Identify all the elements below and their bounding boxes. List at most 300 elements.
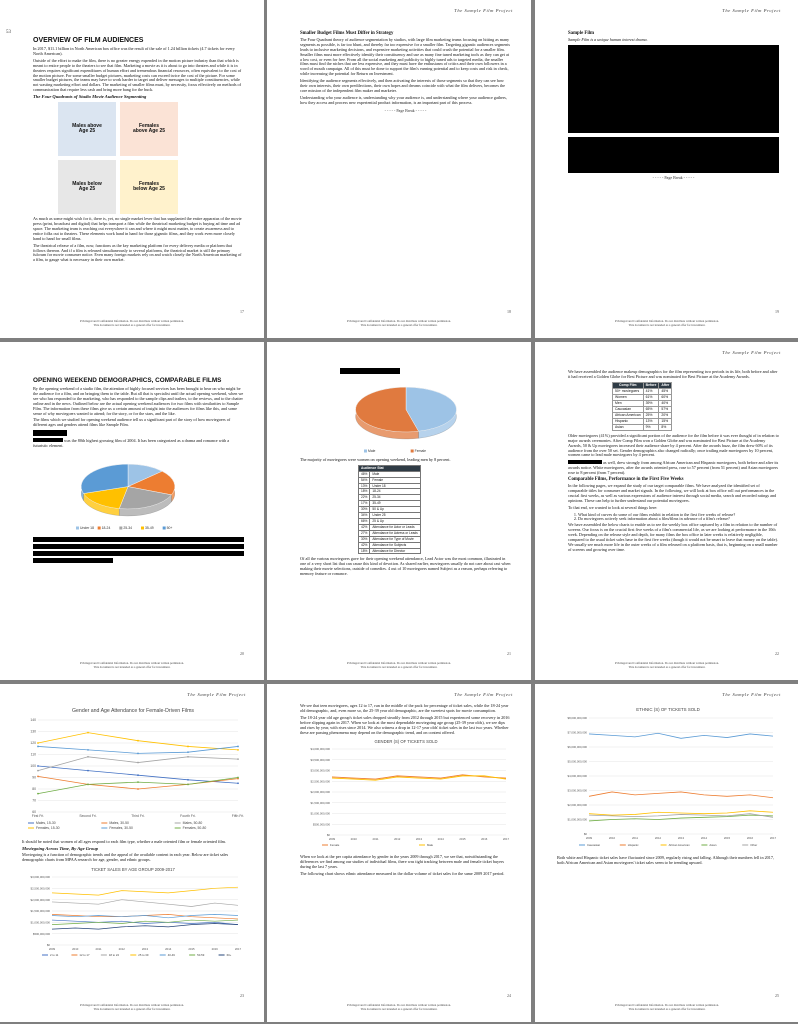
x-tick-label: Fourth Fri. [180, 814, 196, 818]
page-break: - - - - - Page Break - - - - - [652, 174, 695, 180]
x-tick-label: 2010 [72, 946, 79, 951]
quadrant-label: Males below Age 25 [72, 181, 102, 193]
table-cell: 25% [643, 412, 659, 418]
paragraph: Older moviegoers (41%) provided a significant portion of the audience for the film before it was ever thought of in relation to major awards ceremonies. After Comp Film won a Golden Globe and was nominated for Best Picture at the Academy Awards, 50 & Up moviegoers increased their audience share by 4 percent. After the awards buzz, the film drew 60% of its audience from the over 50 set. Gender demographics also changed radically; once trailing male moviegoers by 10 percent, women came to lead male moviegoers by 4 percent. [568, 432, 779, 458]
legend-label: 18-24 [101, 526, 111, 531]
footer-line: Privileged and Confidential Information. Do not distribute without written permission. [80, 661, 184, 666]
table-cell: 41% [643, 388, 659, 394]
table-cell: 22% [359, 495, 370, 501]
data-point [237, 758, 239, 760]
y-tick-label: $8,000,000,000 [567, 716, 587, 721]
legend-swatch [76, 527, 79, 530]
table-cell: 40% [659, 400, 672, 406]
data-point [137, 788, 139, 790]
y-tick-label: 100 [30, 764, 36, 769]
x-tick-label: 2015 [459, 837, 466, 842]
legend-swatch [141, 527, 144, 530]
y-tick-label: $2,000,000,000 [30, 897, 50, 902]
x-tick-label: Fifth Fri. [231, 814, 244, 818]
page-3-body [568, 30, 779, 184]
gender-pie-chart [336, 376, 476, 456]
data-point [137, 774, 139, 776]
heading-comparable-films: Comparable Films, Performance in the First Five Weeks [568, 477, 684, 483]
data-point [187, 751, 189, 753]
ethnic-tickets-line-chart [557, 704, 779, 854]
page-number: 20 [240, 651, 244, 656]
table-cell: African American [613, 412, 644, 418]
table-cell: 42% [359, 524, 370, 530]
chart-title: GENDER (S) OF TICKETS SOLD [374, 739, 438, 745]
paragraph: It should be noted that women of all ages respond to each film type, whether a male oriented film or female oriented film. [22, 838, 226, 844]
table-cell: Attendance for Actress or Leads [370, 530, 420, 536]
paragraph: Of all the various moviegoers gave for their opening weekend attendance, Lead Actor was the most common, illustrated in one of a very short list that can cause this kind of devotion. As shared earlier, moviegoers usually do not care about cast when making their movie selections, outside of comedies. 4 out of 10 moviegoers named Subject as a reason, perhaps referring to memory feature or romance. [300, 556, 511, 577]
data-point [87, 756, 89, 758]
redacted-block [33, 544, 244, 549]
page-8-body [300, 704, 511, 879]
page-footer [0, 662, 264, 670]
paragraph [568, 460, 779, 476]
document-page-3 [535, 0, 798, 338]
paragraph-text: was the 80th highest grossing film of 2004. It has been categorized as a drama and romance with a futuristic element. [33, 438, 230, 449]
page-footer [267, 1004, 531, 1012]
document-page-7 [0, 684, 264, 1022]
y-tick-label: 60 [32, 810, 36, 815]
section-title-overview: OVERVIEW OF FILM AUDIENCES [33, 37, 144, 44]
data-point [187, 746, 189, 748]
running-header: The Sample Film Project [722, 8, 781, 13]
table-cell: Attendance for Type of Movie [370, 536, 420, 542]
chart-title: TICKET SALES BY AGE GROUP 2009-2017 [91, 866, 175, 872]
data-point [187, 756, 189, 758]
table-cell: 18% [359, 489, 370, 495]
document-page-2 [267, 0, 531, 338]
legend-label: 25-34 [123, 526, 133, 531]
table-cell: 61% [643, 394, 659, 400]
paragraph-text: as well, drew strongly from among African American and Hispanic moviegoers, both before and after its awards notice. White moviegoers, after the awards oriented press, rose to 57 percent (from 51 percent) and Asian moviegoers rose to 8 percent (from 7 percent). [568, 460, 779, 476]
legend-label: Males, 30-50 [109, 821, 129, 825]
page-footer [0, 1004, 264, 1012]
y-tick-label: $2,500,000,000 [30, 886, 50, 891]
legend-swatch [98, 527, 101, 530]
page-number: 17 [240, 309, 244, 314]
x-tick-label: 2012 [118, 946, 125, 951]
x-tick-label: 2017 [769, 836, 777, 840]
page-number: 24 [507, 993, 511, 998]
legend-swatch [364, 450, 367, 453]
data-point [237, 746, 239, 748]
footer-line: Privileged and Confidential Information. Do not distribute without written permission. [347, 1003, 451, 1008]
heading-smaller-budget: Smaller Budget Films Must Differ in Strategy [300, 31, 394, 36]
table-cell: 25 & Up [370, 518, 420, 524]
quadrant-label: Males above Age 25 [72, 123, 102, 135]
x-tick-label: 2009 [585, 836, 593, 840]
legend-label: 12 to 17 [79, 952, 90, 957]
table-header-cell: After [659, 382, 672, 388]
x-tick-label: Third Fri. [131, 814, 145, 818]
legend-label: Males, 50-80 [182, 821, 203, 825]
y-tick-label: $1,500,000,000 [310, 801, 330, 806]
paragraph: The 18-24 year old age group's ticket sales dropped steadily from 2012 through 2015 but experienced some recovery in 2016 before slipping again in 2017. When we look at the most dependable moviegoing age group (25-39 year olds), we see dips and rises by year, with rises since 2014. We also witness a drop in 12-17 year olds' ticket sales in the last two years. Whether these are passing phenomena may depend on the demographic trend, and on content offered. [300, 714, 510, 735]
page-4-body [33, 376, 244, 565]
age-group-line-chart [22, 865, 244, 965]
x-tick-label: Second Fri. [79, 814, 97, 818]
table-cell: 60% [659, 394, 672, 400]
y-tick-label: 80 [32, 787, 36, 792]
legend-label: 40-49 [167, 952, 175, 957]
legend-label: 2 to 11 [50, 952, 59, 957]
table-cell: 13% [643, 418, 659, 424]
series-line-caucasian [589, 733, 773, 738]
page-number: 25 [775, 993, 779, 998]
x-tick-label: 2009 [48, 946, 56, 951]
x-tick-label: 2016 [211, 946, 218, 951]
paragraph: To that end, we wanted to look at several things here: [568, 504, 658, 510]
data-point [87, 749, 89, 751]
y-tick-label: 140 [30, 718, 36, 723]
table-header-cell: Before [643, 382, 659, 388]
section-title-opening-weekend: OPENING WEEKEND DEMOGRAPHICS, COMPARABLE FILMS [33, 377, 222, 384]
page-9-body [557, 704, 779, 868]
page-footer [535, 320, 798, 328]
x-tick-label: 2015 [723, 836, 731, 840]
table-cell: 25-34 [370, 495, 420, 501]
table-cell: 17% [359, 501, 370, 507]
paragraph: The theatrical release of a film, now, functions as the key marketing platform for every delivery media or platform that follows thereon. And if a film is released simultaneously to several platforms, the theatrical market is still the primary fulcrum for movie consumer notice. Even many foreign markets rely on and watch closely the North American marketing of a film, to gauge what is necessary in their own market. [33, 242, 242, 263]
paragraph: Outside of the effort to make the film, there is no greater energy expended in the motion picture industry than that which is meant to entice people to the theaters to see that film. Marketing a movie as it is about to go into theaters and while it is in theaters requires significant expenditures of human effort and tremendous financial resources, often equivalent to the cost of the motion picture. For some smaller budget pictures, marketing costs can exceed twice the cost of the picture. For some smaller budget pictures, the teams may have to work harder to target and deliver messages to multiple constituencies, while not wasting marketing effort and dollars. The marketing of smaller films must, by necessity, focus effectively on methods of communication that require less cash and bring more bang for the buck. [33, 57, 242, 93]
data-point [137, 762, 139, 764]
x-tick-label: 2012 [394, 837, 401, 842]
table-cell: Hispanic [613, 418, 644, 424]
data-point [37, 742, 39, 744]
gender-age-line-chart [22, 704, 244, 838]
footer-line: This document is not intended as a general offer for investment. [628, 323, 706, 328]
x-tick-label: 2014 [700, 836, 708, 840]
table-cell: 66% [359, 518, 370, 524]
paragraph: The majority of moviegoers were women on opening weekend, leading men by 8 percent. [300, 456, 451, 462]
y-tick-label: $2,000,000,000 [310, 790, 330, 795]
y-tick-label: $1,000,000,000 [30, 920, 50, 925]
redacted-block [33, 551, 244, 556]
x-tick-label: 2017 [502, 837, 510, 842]
table-cell: Attendance for Actor or Leads [370, 524, 420, 530]
list-item: 1. What kind of curves do some of our films exhibit in relation to the first five weeks of release? [578, 513, 779, 518]
legend-label: Females, 15-30 [36, 826, 60, 830]
redacted-block [340, 368, 400, 374]
table-cell: 46% [359, 471, 370, 477]
chart-title: ETHNIC (S) OF TICKETS SOLD [636, 707, 700, 712]
table-cell: 30% [359, 536, 370, 542]
y-tick-label: $7,000,000,000 [567, 730, 587, 735]
table-row [613, 424, 672, 430]
page-number: 22 [775, 651, 779, 656]
x-tick-label: 2015 [188, 946, 195, 951]
redacted-block [568, 45, 779, 133]
table-cell: Male [370, 471, 420, 477]
x-tick-label: 2016 [746, 836, 754, 840]
legend-label: Hispanic [627, 843, 639, 847]
y-tick-label: $0 [46, 942, 50, 947]
paragraph: As much as some might wish for it, there is, yet, no single market lever that has supplanted the entire apparatus of the movie press (print, broadcast and digital) that helps transport a film while the theatrical marketing budget is buying ad time and ad space. The marketing team is reaching out everywhere it can and where it might most matter, to create awareness and to entice folks out to theaters. These elements work hand in hand for those gigantic films, and they work even more closely hand to hand for small films. [33, 216, 242, 241]
redacted-block [568, 137, 779, 173]
table-cell: Under 25 [370, 513, 420, 519]
legend-label: African American [668, 843, 690, 847]
legend-swatch [411, 450, 414, 453]
y-tick-label: $500,000,000 [312, 822, 330, 827]
quadrant-males-above-25 [58, 102, 116, 156]
paragraph: By the opening weekend of a studio film, the attention of highly focused services has been brought to bear on who might be the audience for a film, and on bringing them to the table. But all that is specialist until the actual opening weekend, when we see who has responded to the marketing, who has responded to the sample clips and trailers, to the reviews, and to the chatter online and in the news. Outlined below are the actual opening weekend audiences for two films with similarities to Sample Film. The information from these films give us a certain amount of insight into the audiences for films like this, and some sense of why moviegoers wanted to attend; for the story, or for the stars, and the like. [33, 386, 244, 416]
document-page-4 [0, 342, 264, 680]
x-tick-label: First Fri. [31, 814, 45, 818]
paragraph: Moviegoing is a function of demographic trends and the appeal of the available content in each year. Below are ticket sales demographic charts from MPAA research for age, gender, and ethnic groups. [22, 851, 229, 862]
paragraph: Sample Film is a unique human interest drama. [568, 36, 648, 42]
series-line-18-to-24 [52, 899, 238, 906]
legend-label: Females, 50-80 [182, 826, 207, 830]
table-cell: 18% [359, 548, 370, 554]
table-cell: Attendance for Director [370, 548, 420, 554]
paragraph: The films which we studied for opening weekend audience tell us a significant part of the story of how moviegoers of different ages and genders attend films like Sample Film. [33, 417, 231, 428]
paragraph: The following chart shows ethnic attendance measured in the dollar volume of ticket sales for the same 2009 2017 period. [300, 871, 505, 877]
table-cell: Under 18 [370, 483, 420, 489]
document-page-8 [267, 684, 531, 1022]
x-tick-label: 2016 [481, 837, 488, 842]
legend-label: Under 18 [80, 526, 94, 531]
paragraph: We see that teen moviegoers, ages 12 to 17, run in the middle of the pack for percentage of ticket sales, while the 18-24 year old demographic, and, even more so, the 25-39 year old demographic, are the sweetest spots for movie consumption. [300, 703, 509, 713]
table-cell: 45% [659, 388, 672, 394]
footer-line: Privileged and Confidential Information. Do not distribute without written permission. [347, 661, 451, 666]
list-item: 2. Do moviegoers actively seek information about a film/films in advance of a film's release? [578, 517, 779, 522]
x-tick-label: 2014 [437, 837, 444, 842]
page-7-body [22, 704, 244, 966]
y-tick-label: $3,000,000,000 [567, 788, 587, 793]
x-tick-label: 2014 [165, 946, 172, 951]
data-point [137, 740, 139, 742]
age-pie-chart [63, 453, 193, 533]
data-point [37, 793, 39, 795]
quadrant-label: Females below Age 25 [133, 181, 165, 193]
running-header: The Sample Film Project [722, 350, 781, 355]
running-header: The Sample Film Project [454, 692, 513, 697]
heading-sample-film: Sample Film [568, 31, 594, 36]
data-point [87, 732, 89, 734]
footer-line: This document is not intended as a general offer for investment. [93, 323, 171, 328]
y-tick-label: $5,000,000,000 [567, 759, 587, 764]
table-cell: 18-24 [370, 489, 420, 495]
legend-label: 25 to 39 [138, 952, 149, 957]
data-point [187, 784, 189, 786]
page-footer [535, 1004, 798, 1012]
page-footer [267, 320, 531, 328]
quadrant-females-above-25 [120, 102, 178, 156]
table-cell: 8% [659, 424, 672, 430]
table-cell: 13% [359, 483, 370, 489]
page-2-body [300, 30, 511, 117]
legend-label: Female [330, 843, 340, 848]
quadrant-caption: The Four Quadrants of Studio Movie Audience Segmenting [33, 94, 147, 100]
x-tick-label: 2011 [631, 836, 639, 840]
page-footer [535, 662, 798, 670]
footer-line: Privileged and Confidential Information. Do not distribute without written permission. [615, 319, 719, 324]
y-tick-label: $3,000,000,000 [310, 769, 330, 774]
question-list [568, 513, 779, 523]
paragraph: We have assembled the below charts to enable us to see the weekly box office captured by a film in relation to the number of screens. Our focus is on the crucial first five weeks of a film's commercial life, as we are looking at performance in the 10th week. Depending on the release style and depth, for many films the box office in later weeks is relatively negligible, compared to the usual ticket sales base in the first five weeks (though it would not be smart to leave that money on the table). We usually see much more life in the outer weeks of a film released on a platform basis, that is, beginning on a small number of screens and growing over time. [568, 522, 778, 552]
comp-film-table [612, 382, 672, 431]
y-tick-label: 70 [32, 798, 36, 803]
data-point [237, 777, 239, 779]
table-cell: 30% [359, 507, 370, 513]
data-point [37, 775, 39, 777]
data-point [237, 782, 239, 784]
table-cell: 34% [359, 513, 370, 519]
y-tick-label: $1,000,000,000 [567, 817, 587, 822]
redacted-inline [33, 438, 63, 442]
footer-line: This document is not intended as a general offer for investment. [628, 1007, 706, 1012]
x-tick-label: 2010 [608, 836, 616, 840]
page-6-body [568, 370, 779, 555]
data-point [37, 765, 39, 767]
running-header: The Sample Film Project [454, 8, 513, 13]
page-footer [267, 662, 531, 670]
table-row [359, 548, 421, 554]
footer-line: Privileged and Confidential Information. Do not distribute without written permission. [347, 319, 451, 324]
data-point [37, 746, 39, 748]
table-cell: 42% [359, 542, 370, 548]
table-cell: Caucasian [613, 406, 644, 412]
legend-label: 50+ [166, 526, 173, 531]
document-page-6 [535, 342, 798, 680]
table-cell: Attendance for Subjects [370, 542, 420, 548]
footer-line: This document is not intended as a general offer for investment. [360, 1007, 438, 1012]
x-tick-label: 2011 [372, 837, 379, 842]
quadrant-females-below-25 [120, 160, 178, 214]
table-cell: 20% [659, 412, 672, 418]
data-point [137, 781, 139, 783]
table-header-cell: Comp Film [613, 382, 644, 388]
series-line-60- [52, 923, 238, 929]
chart-title: Gender and Age Attendance for Female-Driven Films [72, 708, 194, 714]
footer-line: This document is not intended as a general offer for investment. [360, 665, 438, 670]
y-tick-label: $3,000,000,000 [30, 874, 50, 879]
data-point [187, 779, 189, 781]
page-number: 19 [775, 309, 779, 314]
table-cell: 39% [643, 400, 659, 406]
page-1-body [33, 36, 244, 265]
table-cell: Asian [613, 424, 644, 430]
redacted-block [33, 430, 67, 436]
paragraph: Identifying the audience segments effectively, and then activating the interests of those segments so that they can see how their own interests, their own predilections, their own hopes and dreams coincide with what the film delivers, becomes the core mission of the independent film maker and marketer. [300, 78, 506, 93]
footer-line: Privileged and Confidential Information. Do not distribute without written permission. [615, 1003, 719, 1008]
x-tick-label: 2011 [95, 946, 102, 951]
y-tick-label: 110 [30, 752, 36, 757]
table-cell: 9% [643, 424, 659, 430]
x-tick-label: 2017 [234, 946, 242, 951]
series-line-hispanic [589, 792, 773, 798]
legend-label: Caucasian [587, 843, 601, 847]
footer-line: This document is not intended as a general offer for investment. [628, 665, 706, 670]
x-tick-label: 2013 [141, 946, 149, 951]
paragraph: The Four Quadrant theory of audience segmentation by studios, with large film marketing teams focusing on hitting as many segments as possible, is far too blunt, and thereby far too expensive for a smaller film. Targeting gigantic audiences segments leads to inclusive marketing decisions, and expensive marketing activities that could crush the potential for a smaller film. Smaller films must more effectively identify their constituency and use as many fine tuned marketing tools as they can get at a low cost, or even for free. From all the social marketing and publicity to highly tuned ads to targeted media, the smaller films must find the niches that are less expensive, and they must have the enthusiasm of critics and their own followers in a word of mouth campaign. All of this must be done to support the film's earning potential and to keep costs and risk in check, while increasing the potential for Return on Investment. [300, 36, 511, 77]
x-tick-label: 2013 [677, 836, 685, 840]
table-header: Audience Stat [359, 465, 421, 471]
document-page-5 [267, 342, 531, 680]
table-cell: 50+ moviegoers [613, 388, 644, 394]
x-tick-label: 2010 [350, 837, 357, 842]
table-cell: Female [370, 477, 420, 483]
footer-line: This document is not intended as a general offer for investment. [93, 1007, 171, 1012]
y-tick-label: 120 [30, 741, 36, 746]
footer-line: Privileged and Confidential Information. Do not distribute without written permission. [80, 1003, 184, 1008]
x-tick-label: 2013 [415, 837, 423, 842]
paragraph: In the following pages, we expand the study of our target comparable films. We have analyzed the identified set of comparable titles for consumer and market signals. In the following, we will look at box office roll out performances in the crucial first weeks, as well as various expressions of audience interest through social media, search and recorded ratings and opinions. These can help to further understand our potential moviegoers. [568, 482, 777, 503]
page-marker: 53 [6, 30, 11, 35]
document-page-1 [0, 0, 264, 338]
legend-label: Males, 15-30 [36, 821, 56, 825]
legend-swatch [119, 527, 122, 530]
legend-label: 60+ [226, 952, 232, 957]
y-tick-label: $500,000,000 [32, 931, 50, 936]
table-cell: 35-49 [370, 501, 420, 507]
gender-tickets-line-chart [300, 737, 512, 853]
page-number: 23 [240, 993, 244, 998]
legend-label: Asian [709, 843, 717, 847]
quadrant-diagram [58, 102, 178, 214]
y-tick-label: $1,000,000,000 [310, 812, 330, 817]
page-number: 21 [507, 651, 511, 656]
running-header: The Sample Film Project [187, 692, 246, 697]
page-5-body [300, 368, 511, 579]
y-tick-label: $0 [583, 832, 587, 837]
paragraph [33, 438, 244, 449]
table-cell: 15% [659, 418, 672, 424]
quadrant-label: Females above Age 25 [132, 123, 166, 135]
table-cell: 57% [659, 406, 672, 412]
legend-label: 18 to 24 [108, 952, 119, 957]
legend-label: 35-49 [145, 526, 154, 531]
paragraph: Understanding who your audience is, understanding why your audience is, and understanding where your audience gathers, how they access and process new experiential product information, is an important part of this process. [300, 94, 507, 105]
quadrant-males-below-25 [58, 160, 116, 214]
y-tick-label: $4,000,000,000 [310, 747, 330, 752]
page-footer [0, 320, 264, 328]
y-tick-label: 90 [32, 775, 36, 780]
x-tick-label: 2012 [654, 836, 662, 840]
table-cell: 54% [359, 477, 370, 483]
footer-line: This document is not intended as a general offer for investment. [93, 665, 171, 670]
table-cell: 27% [359, 530, 370, 536]
series-line-females-50-80 [38, 778, 238, 794]
data-point [87, 770, 89, 772]
paragraph: When we look at the per capita attendance by gender in the years 2009 through 2017, we see that, notwithstanding the differences we find among our studies of individual films, there was tight tracking between male and female ticket buyers during the last 7 years. [300, 854, 504, 870]
heading-moviegoing-across-time: Moviegoing Across Time, By Age Group [22, 845, 99, 851]
legend-label: Male [368, 449, 376, 453]
legend-label: Other [750, 843, 758, 847]
y-tick-label: $2,000,000,000 [567, 803, 587, 808]
legend-swatch [163, 527, 166, 530]
x-tick-label: 2009 [328, 837, 336, 842]
footer-line: Privileged and Confidential Information. Do not distribute without written permission. [80, 319, 184, 324]
y-tick-label: $3,500,000,000 [310, 758, 330, 763]
y-tick-label: $2,500,000,000 [310, 779, 330, 784]
footer-line: This document is not intended as a general offer for investment. [360, 323, 438, 328]
y-tick-label: 130 [30, 729, 36, 734]
redacted-inline [568, 460, 602, 464]
paragraph: Both white and Hispanic ticket sales have fluctuated since 2009, regularly rising and falling. Although their numbers fell in 2017, both African American and Asian moviegoers' ticket sales seem to be trending upward. [557, 854, 775, 865]
running-header: The Sample Film Project [722, 692, 781, 697]
page-number: 18 [507, 309, 511, 314]
data-point [87, 784, 89, 786]
legend-label: Female [414, 449, 426, 453]
legend-label: 50-59 [197, 952, 205, 957]
document-page-9 [535, 684, 798, 1022]
page-break: - - - - - Page Break - - - - - [384, 107, 427, 113]
